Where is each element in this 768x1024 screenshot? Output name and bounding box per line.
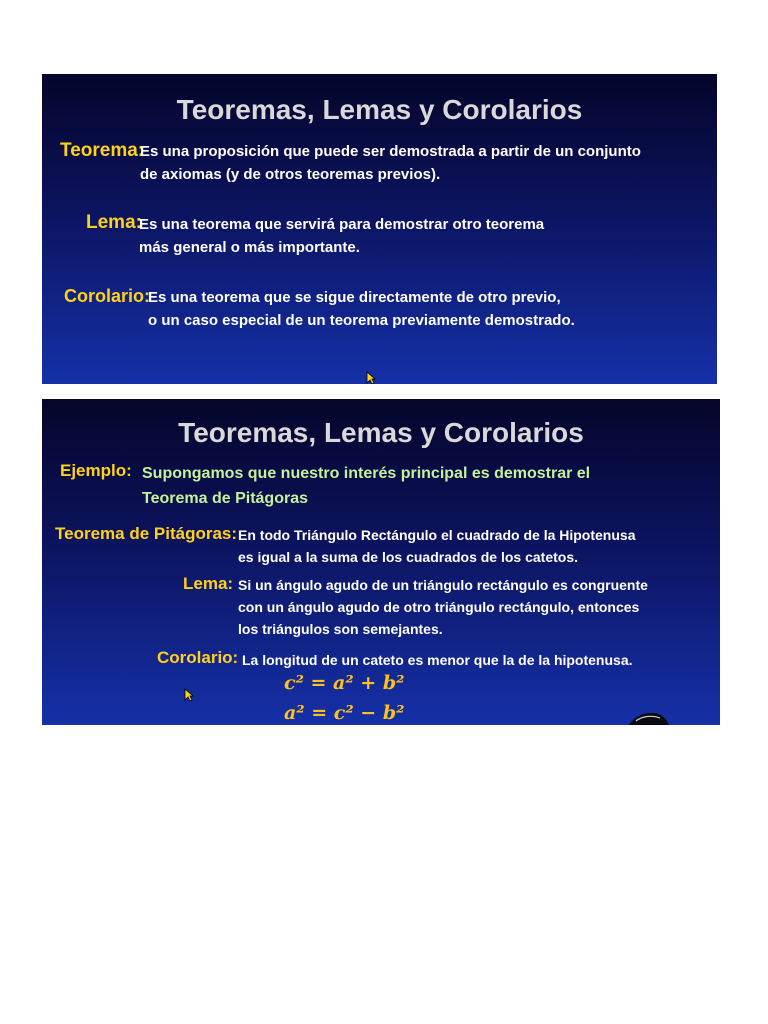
cursor-icon xyxy=(366,371,376,384)
corolario-2-text: La longitud de un cateto es menor que la de la hipotenusa. xyxy=(242,652,633,668)
lema-2-line-3: los triángulos son semejantes. xyxy=(238,621,443,637)
lema-line-1: Es una teorema que servirá para demostrar otro teorema xyxy=(139,216,545,233)
teorema-label: Teorema: xyxy=(60,140,145,161)
ejemplo-line-2: Teorema de Pitágoras xyxy=(142,490,308,507)
teorema-definition xyxy=(140,140,641,186)
corolario-line-1: Es una teorema que se sigue directamente de otro previo, xyxy=(148,289,561,306)
lema-definition xyxy=(139,213,544,259)
corolario-2-label: Corolario: xyxy=(157,648,239,667)
slide-1-title: Teoremas, Lemas y Corolarios xyxy=(176,94,583,125)
pitagoras-label: Teorema de Pitágoras: xyxy=(55,524,238,543)
pitagoras-line-1: En todo Triángulo Rectángulo el cuadrado de la Hipotenusa xyxy=(238,527,636,543)
cursor-icon xyxy=(184,688,194,702)
pitagoras-text xyxy=(238,524,635,568)
lema-2-text xyxy=(238,574,648,640)
slide-1 xyxy=(42,74,717,384)
teorema-line-1: Es una proposición que puede ser demostrada a partir de un conjunto xyxy=(140,143,641,160)
ejemplo-text xyxy=(142,461,590,511)
lema-2-label: Lema: xyxy=(183,574,234,593)
lema-line-2: más general o más importante. xyxy=(139,239,360,256)
equation-2: a² = c² − b² xyxy=(284,702,405,724)
lema-label: Lema: xyxy=(86,212,142,233)
ejemplo-label: Ejemplo: xyxy=(60,461,132,480)
ejemplo-line-1: Supongamos que nuestro interés principal es demostrar el xyxy=(142,465,591,482)
pitagoras-line-2: es igual a la suma de los cuadrados de los catetos. xyxy=(238,549,579,565)
corolario-line-2: o un caso especial de un teorema previamente demostrado. xyxy=(148,312,575,329)
lema-2-line-1: Si un ángulo agudo de un triángulo rectángulo es congruente xyxy=(238,577,648,593)
slide-2-title: Teoremas, Lemas y Corolarios xyxy=(178,417,584,448)
figure-silhouette xyxy=(626,711,670,725)
equation-1: c² = a² + b² xyxy=(284,672,405,694)
corolario-label: Corolario: xyxy=(64,286,151,306)
lema-2-line-2: con un ángulo agudo de otro triángulo rectángulo, entonces xyxy=(238,599,640,615)
corolario-definition xyxy=(148,286,575,332)
teorema-line-2: de axiomas (y de otros teoremas previos). xyxy=(140,166,441,183)
slide-2 xyxy=(42,399,720,725)
